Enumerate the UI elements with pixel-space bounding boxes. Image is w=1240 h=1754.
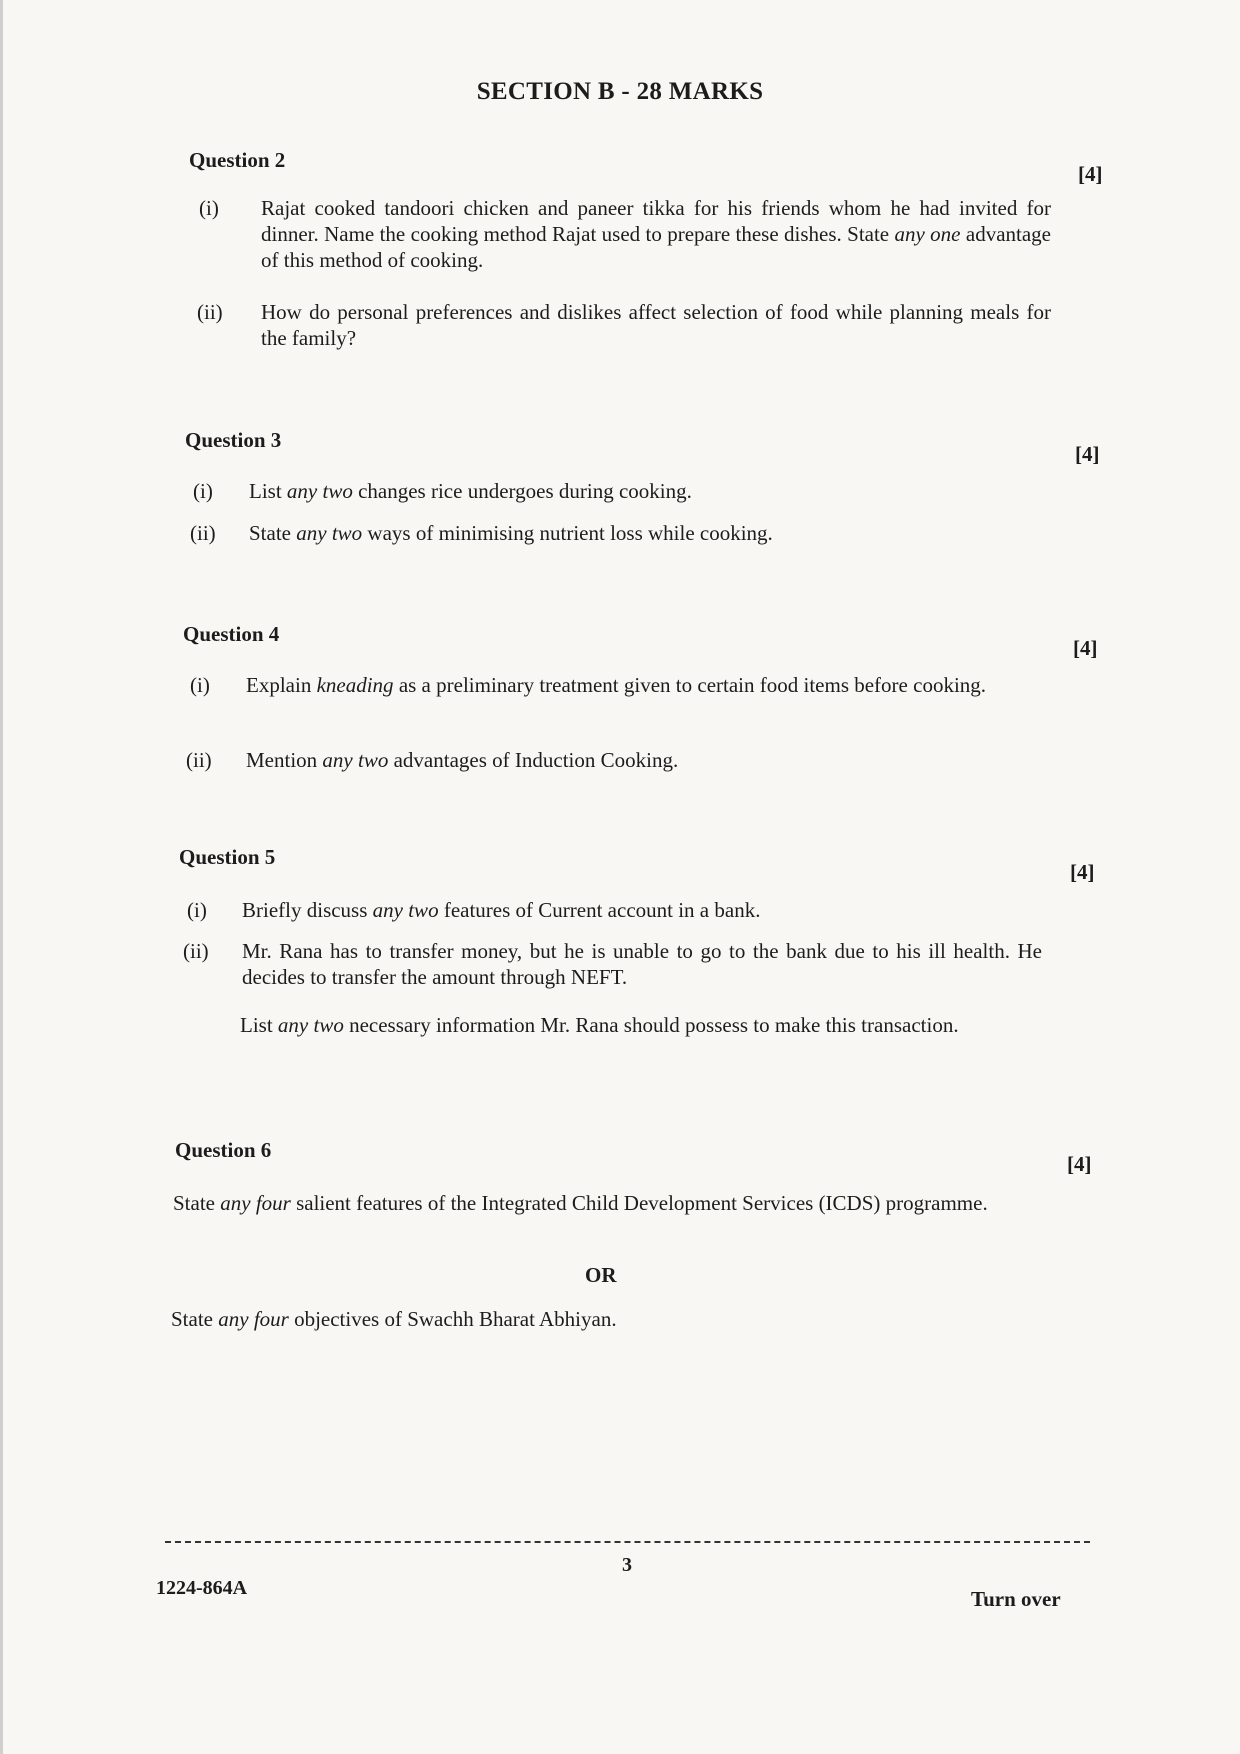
part-number: (i) (187, 898, 207, 922)
question-title: Question 4 (183, 622, 280, 646)
question-part (186, 747, 1046, 773)
question-marks: [4] (1078, 162, 1103, 186)
part-number: (ii) (197, 300, 223, 324)
part-text: Explain kneading as a preliminary treatment given to certain food items before cooking. (246, 673, 987, 697)
section-title: SECTION B - 28 MARKS (476, 78, 764, 105)
question-marks: [4] (1070, 860, 1095, 884)
page-number: 3 (622, 1554, 632, 1576)
question-part (190, 520, 1053, 546)
part-text: Mr. Rana has to transfer money, but he is unable to go to the bank due to his ill health. He decides to transfer the amount through NEFT. (242, 939, 1042, 989)
part-number: (ii) (190, 521, 216, 545)
question-part (199, 195, 1051, 273)
question-title: Question 3 (185, 428, 282, 452)
part-text: Rajat cooked tandoori chicken and paneer tikka for his friends whom he had invited for dinner. Name the cooking method Rajat used to prepare these dishes. State any one advantage of this method of cooking. (261, 196, 1051, 272)
footer-divider (165, 1541, 1090, 1543)
question-6 (175, 1138, 1095, 1163)
question-3 (185, 428, 1105, 453)
question-title: Question 6 (175, 1138, 272, 1162)
question-part (197, 299, 1051, 351)
question-marks: [4] (1067, 1152, 1092, 1176)
part-number: (i) (193, 479, 213, 503)
question-part (187, 897, 1042, 923)
question-title: Question 2 (189, 148, 286, 172)
part-number: (i) (199, 196, 219, 220)
part-text: State any two ways of minimising nutrient loss while cooking. (249, 521, 773, 545)
question-part (190, 672, 1046, 698)
turn-over-note: Turn over (971, 1587, 1061, 1611)
question-marks: [4] (1075, 442, 1100, 466)
paper-code: 1224-864A (156, 1577, 248, 1599)
part-text: List any two changes rice undergoes during cooking. (249, 479, 692, 503)
question-part (240, 1012, 1040, 1038)
question-title: Question 5 (179, 845, 276, 869)
question-part (193, 478, 1053, 504)
part-text: List any two necessary information Mr. Rana should possess to make this transaction. (240, 1013, 959, 1037)
page-edge (0, 0, 3, 1754)
part-number: (ii) (186, 748, 212, 772)
question-2 (189, 148, 1109, 173)
or-label: OR (585, 1263, 617, 1287)
part-number: (i) (190, 673, 210, 697)
question-part (183, 938, 1042, 990)
part-text: How do personal preferences and dislikes affect selection of food while planning meals for the family? (261, 300, 1051, 350)
question-5 (179, 845, 1099, 870)
part-text: Mention any two advantages of Induction Cooking. (246, 748, 679, 772)
question-4 (183, 622, 1103, 647)
question-statement: State any four salient features of the Integrated Child Development Services (ICDS) programme. (173, 1191, 988, 1215)
question-marks: [4] (1073, 636, 1098, 660)
part-number: (ii) (183, 939, 209, 963)
part-text: Briefly discuss any two features of Current account in a bank. (242, 898, 761, 922)
question-statement-alternative: State any four objectives of Swachh Bharat Abhiyan. (171, 1307, 617, 1331)
